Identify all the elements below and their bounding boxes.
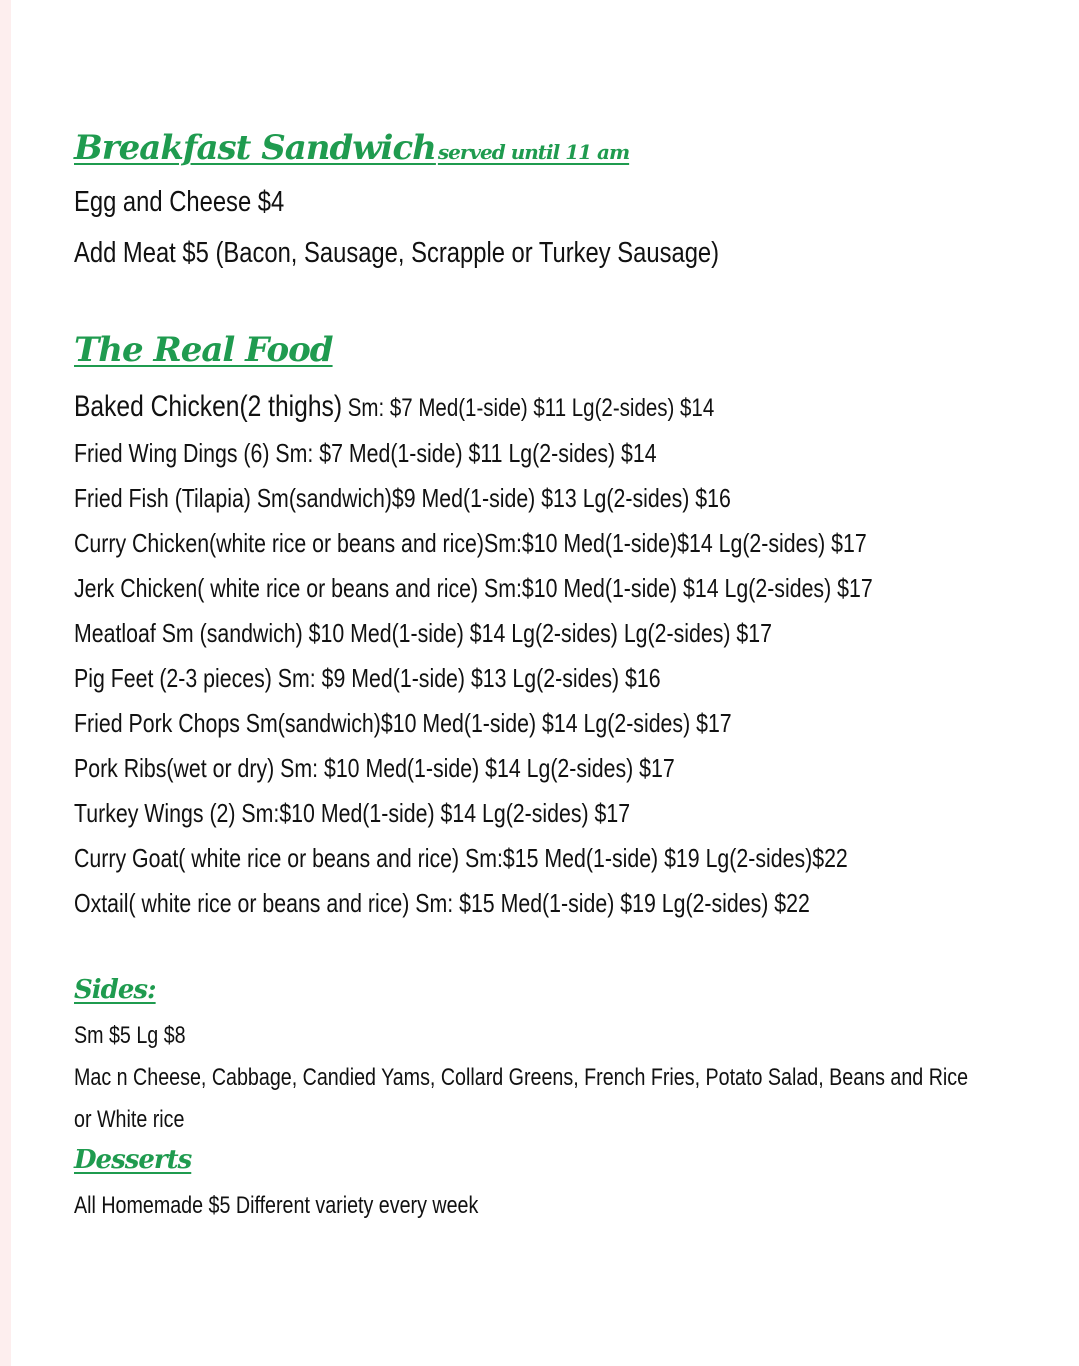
desserts-heading: Desserts <box>74 1145 192 1175</box>
menu-item-prices: Sm: $7 Med(1-side) $11 Lg(2-sides) $14 <box>342 394 715 422</box>
menu-item-wing-dings: Fried Wing Dings (6) Sm: $7 Med(1-side) $11 Lg(2-sides) $14 <box>74 438 657 468</box>
desserts-text: All Homemade $5 Different variety every week <box>74 1192 479 1219</box>
menu-item-pig-feet: Pig Feet (2-3 pieces) Sm: $9 Med(1-side) $13 Lg(2-sides) $16 <box>74 663 661 693</box>
sides-heading: Sides: <box>74 975 156 1005</box>
menu-item-jerk-chicken: Jerk Chicken( white rice or beans and rice) Sm:$10 Med(1-side) $14 Lg(2-sides) $17 <box>74 573 873 603</box>
menu-item-fried-fish: Fried Fish (Tilapia) Sm(sandwich)$9 Med(1-side) $13 Lg(2-sides) $16 <box>74 483 731 513</box>
menu-item-baked-chicken <box>74 390 714 424</box>
menu-item-turkey-wings: Turkey Wings (2) Sm:$10 Med(1-side) $14 Lg(2-sides) $17 <box>74 798 631 828</box>
sides-list: Mac n Cheese, Cabbage, Candied Yams, Collard Greens, French Fries, Potato Salad, Beans and Rice <box>74 1064 969 1091</box>
left-edge-strip <box>0 0 11 1366</box>
breakfast-item-egg-cheese: Egg and Cheese $4 <box>74 186 285 218</box>
breakfast-item-add-meat: Add Meat $5 (Bacon, Sausage, Scrapple or Turkey Sausage) <box>74 237 720 269</box>
breakfast-heading-title: Breakfast Sandwich <box>74 128 436 168</box>
sides-list-continued: or White rice <box>74 1106 185 1133</box>
menu-item-pork-ribs: Pork Ribs(wet or dry) Sm: $10 Med(1-side) $14 Lg(2-sides) $17 <box>74 753 675 783</box>
menu-item-name: Baked Chicken(2 thighs) <box>74 390 343 423</box>
menu-item-curry-goat: Curry Goat( white rice or beans and rice) Sm:$15 Med(1-side) $19 Lg(2-sides)$22 <box>74 843 848 873</box>
sides-prices: Sm $5 Lg $8 <box>74 1022 186 1049</box>
menu-item-curry-chicken: Curry Chicken(white rice or beans and rice)Sm:$10 Med(1-side)$14 Lg(2-sides) $17 <box>74 528 867 558</box>
menu-item-meatloaf: Meatloaf Sm (sandwich) $10 Med(1-side) $14 Lg(2-sides) Lg(2-sides) $17 <box>74 618 772 648</box>
real-food-heading: The Real Food <box>74 330 333 370</box>
breakfast-serving-note: served until 11 am <box>437 140 630 164</box>
menu-item-pork-chops: Fried Pork Chops Sm(sandwich)$10 Med(1-side) $14 Lg(2-sides) $17 <box>74 708 732 738</box>
menu-item-oxtail: Oxtail( white rice or beans and rice) Sm: $15 Med(1-side) $19 Lg(2-sides) $22 <box>74 888 810 918</box>
breakfast-heading <box>74 128 629 168</box>
